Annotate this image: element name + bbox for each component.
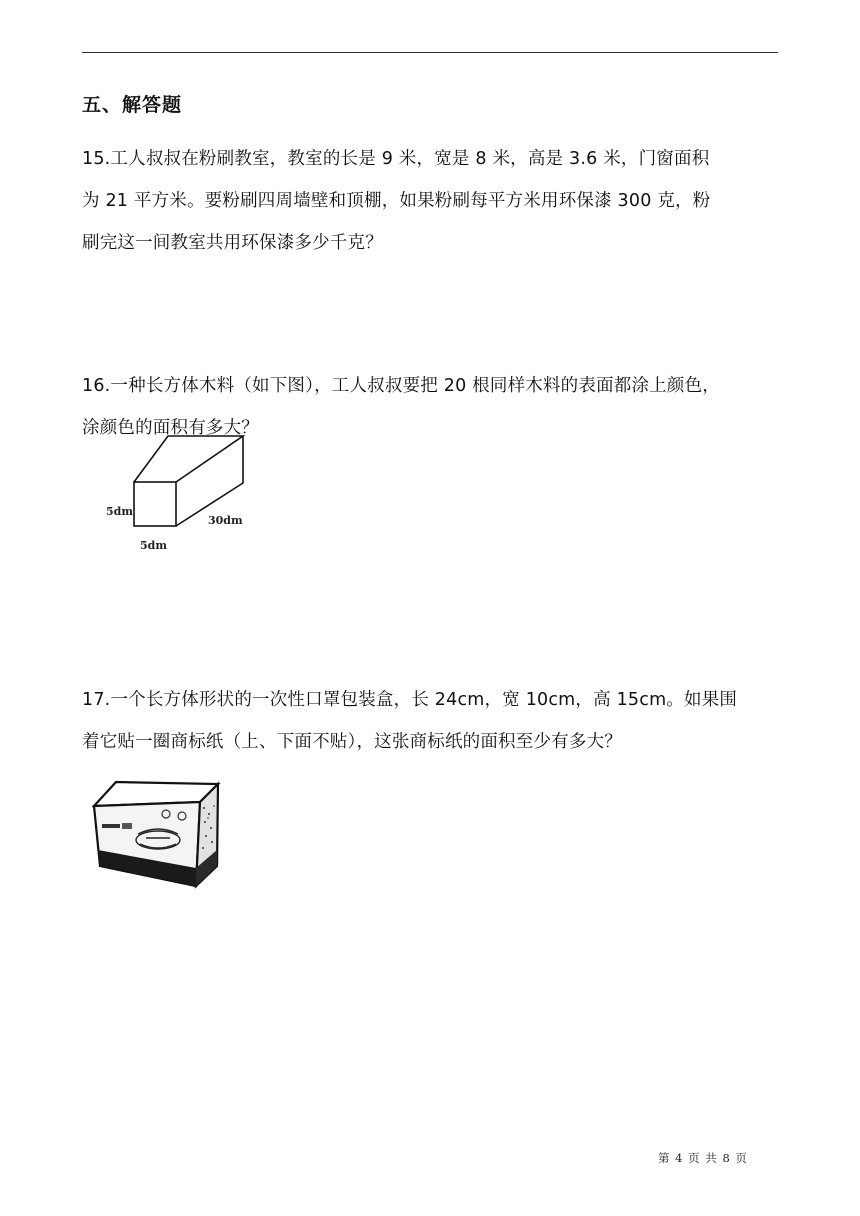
cuboid-side-face (176, 436, 243, 526)
question-line: 涂颜色的面积有多大？ (82, 418, 259, 438)
question-line: 15.工人叔叔在粉刷教室，教室的长是 9 米，宽是 8 米，高是 3.6 米，门窗面积 (82, 149, 710, 169)
question-line: 为 21 平方米。要粉刷四周墙壁和顶棚，如果粉刷每平方米用环保漆 300 克，粉 (82, 191, 711, 211)
cuboid-drawing (100, 426, 290, 558)
question-line: 刷完这一间教室共用环保漆多少千克？ (82, 233, 383, 253)
cuboid-figure (100, 426, 290, 562)
width-label: 5dm (140, 539, 167, 552)
question-line: 17.一个长方体形状的一次性口罩包装盒，长 24cm，宽 10cm，高 15cm。如果围 (82, 690, 738, 710)
question-17 (82, 679, 782, 763)
mask-box-drawing (90, 778, 225, 896)
header-rule (82, 52, 778, 53)
length-label: 30dm (208, 514, 243, 527)
question-line: 16.一种长方体木料（如下图），工人叔叔要把 20 根同样木料的表面都涂上颜色， (82, 376, 720, 396)
question-line: 着它贴一圈商标纸（上、下面不贴），这张商标纸的面积至少有多大？ (82, 732, 622, 752)
section-title: 五、解答题 (82, 94, 183, 116)
box-print-text (102, 824, 120, 828)
cuboid-top-face (134, 436, 243, 482)
cuboid-front-face (134, 482, 176, 526)
page-number: 第 4 页 共 8 页 (658, 1151, 747, 1165)
height-label: 5dm (106, 505, 133, 518)
mask-box-image (90, 778, 225, 900)
question-15 (82, 138, 782, 264)
